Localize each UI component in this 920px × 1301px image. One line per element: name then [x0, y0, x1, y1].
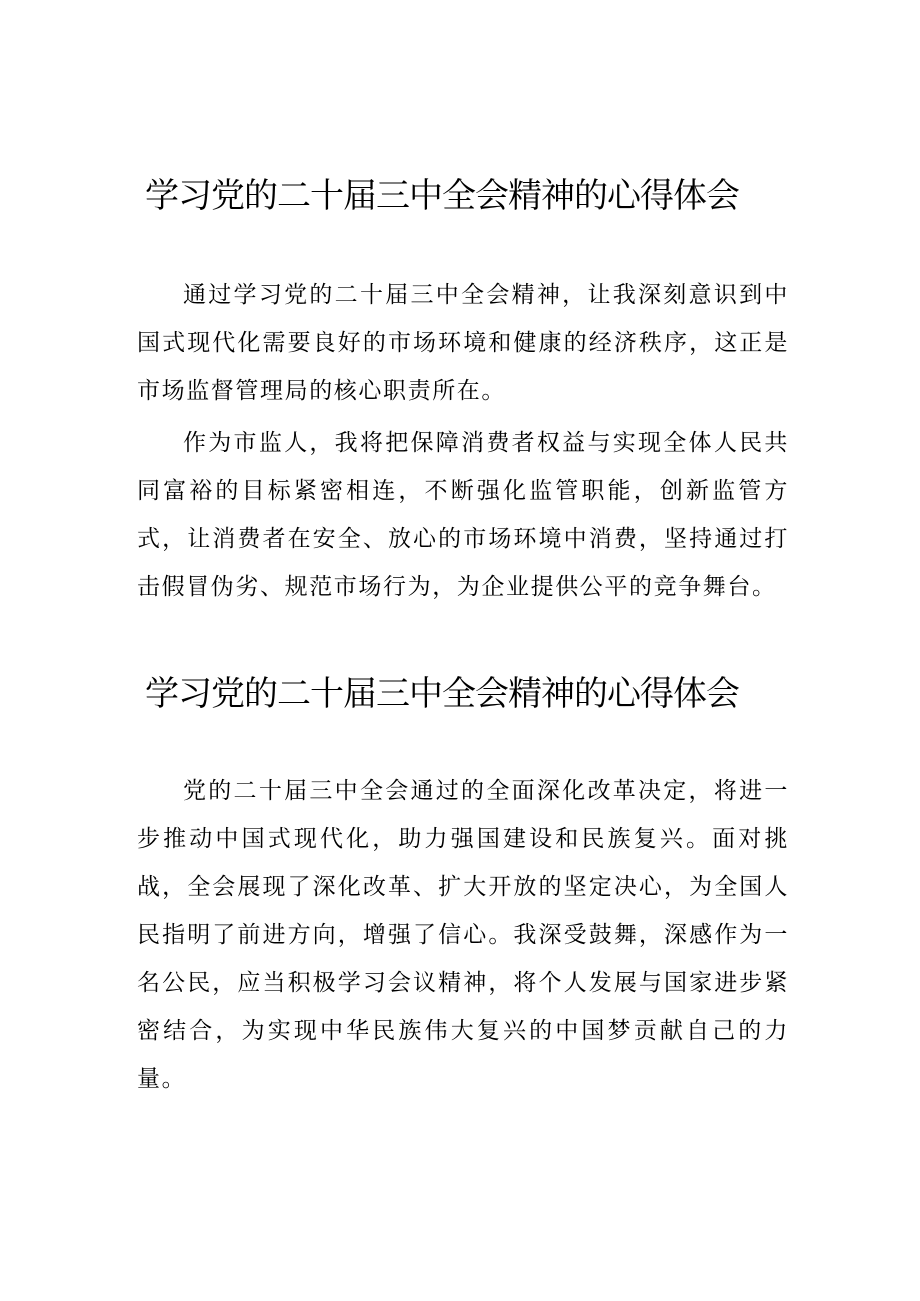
section-1-body: [137, 271, 789, 611]
section-1-title: 学习党的二十届三中全会精神的心得体会: [145, 176, 739, 216]
section-2-body: [137, 767, 789, 1103]
section-2-title: 学习党的二十届三中全会精神的心得体会: [145, 674, 739, 714]
section-1-paragraph-2: 作为市监人，我将把保障消费者权益与实现全体人民共同富裕的目标紧密相连，不断强化监管职能，创新监管方式，让消费者在安全、放心的市场环境中消费，坚持通过打击假冒伪劣、规范市场行为，为企业提供公平的竞争舞台。: [137, 430, 789, 600]
section-1-paragraph-1: 通过学习党的二十届三中全会精神，让我深刻意识到中国式现代化需要良好的市场环境和健康的经济秩序，这正是市场监督管理局的核心职责所在。: [137, 282, 789, 404]
section-2-paragraph-1: 党的二十届三中全会通过的全面深化改革决定，将进一步推动中国式现代化，助力强国建设和民族复兴。面对挑战，全会展现了深化改革、扩大开放的坚定决心，为全国人民指明了前进方向，增强了信心。我深受鼓舞，深感作为一名公民，应当积极学习会议精神，将个人发展与国家进步紧密结合，为实现中华民族伟大复兴的中国梦贡献自己的力量。: [137, 778, 789, 1092]
